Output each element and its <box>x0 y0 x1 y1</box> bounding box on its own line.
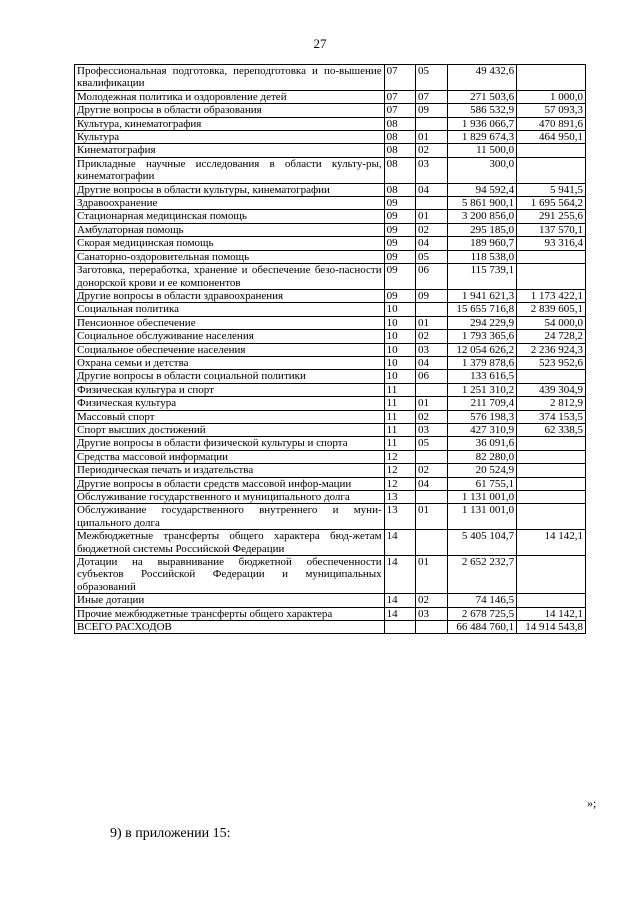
row-name: Молодежная политика и оздоровление детей <box>75 90 385 103</box>
row-federal-amount: 1 173 422,1 <box>517 289 586 302</box>
row-name: Физическая культура <box>75 397 385 410</box>
row-section: 14 <box>384 530 415 556</box>
row-subsection: 03 <box>415 423 447 436</box>
row-subsection: 03 <box>415 607 447 620</box>
row-subsection: 04 <box>415 356 447 369</box>
row-section: 09 <box>384 289 415 302</box>
table-row <box>75 423 586 436</box>
row-section: 08 <box>384 157 415 183</box>
row-name: Спорт высших достижений <box>75 423 385 436</box>
row-subsection: 05 <box>415 437 447 450</box>
row-subsection <box>415 621 447 634</box>
row-amount: 1 793 365,6 <box>448 330 517 343</box>
row-section: 10 <box>384 370 415 383</box>
row-subsection: 09 <box>415 104 447 117</box>
row-amount: 2 652 232,7 <box>448 556 517 594</box>
row-name: Здравоохранение <box>75 197 385 210</box>
table-row <box>75 330 586 343</box>
row-federal-amount <box>517 157 586 183</box>
row-section: 14 <box>384 594 415 607</box>
row-federal-amount: 523 952,6 <box>517 356 586 369</box>
row-section: 11 <box>384 410 415 423</box>
row-federal-amount: 137 570,1 <box>517 223 586 236</box>
row-federal-amount <box>517 594 586 607</box>
row-section: 14 <box>384 556 415 594</box>
table-row <box>75 131 586 144</box>
row-amount: 74 146,5 <box>448 594 517 607</box>
closing-quote: »; <box>587 796 597 810</box>
row-federal-amount: 374 153,5 <box>517 410 586 423</box>
row-section: 10 <box>384 303 415 316</box>
row-section: 09 <box>384 210 415 223</box>
table-row <box>75 556 586 594</box>
row-federal-amount: 2 812,9 <box>517 397 586 410</box>
row-section: 09 <box>384 250 415 263</box>
page-number: 27 <box>313 36 327 51</box>
row-federal-amount <box>517 477 586 490</box>
row-amount: 189 960,7 <box>448 237 517 250</box>
table-row <box>75 437 586 450</box>
row-federal-amount <box>517 556 586 594</box>
row-amount: 1 829 674,3 <box>448 131 517 144</box>
row-federal-amount: 54 000,0 <box>517 316 586 329</box>
table-row <box>75 144 586 157</box>
row-amount: 294 229,9 <box>448 316 517 329</box>
row-amount: 82 280,0 <box>448 450 517 463</box>
row-amount: 1 936 066,7 <box>448 117 517 130</box>
row-amount: 5 861 900,1 <box>448 197 517 210</box>
row-federal-amount: 62 338,5 <box>517 423 586 436</box>
table-row <box>75 370 586 383</box>
row-name: Дотации на выравнивание бюджетной обеспеченности субъектов Российской Федерации и муниципальных образований <box>75 556 385 594</box>
row-federal-amount <box>517 504 586 530</box>
row-amount: 1 941 621,3 <box>448 289 517 302</box>
table-row <box>75 450 586 463</box>
table-row <box>75 316 586 329</box>
row-subsection <box>415 530 447 556</box>
row-subsection: 04 <box>415 183 447 196</box>
table-row <box>75 250 586 263</box>
table-row <box>75 410 586 423</box>
row-federal-amount: 14 142,1 <box>517 607 586 620</box>
row-federal-amount <box>517 437 586 450</box>
row-amount: 5 405 104,7 <box>448 530 517 556</box>
row-amount: 295 185,0 <box>448 223 517 236</box>
row-name: Межбюджетные трансферты общего характера бюд-жетам бюджетной системы Российской Федерации <box>75 530 385 556</box>
row-section: 09 <box>384 223 415 236</box>
row-subsection: 01 <box>415 316 447 329</box>
row-amount: 115 739,1 <box>448 264 517 290</box>
row-federal-amount: 14 142,1 <box>517 530 586 556</box>
row-amount: 427 310,9 <box>448 423 517 436</box>
row-amount: 36 091,6 <box>448 437 517 450</box>
row-name: Другие вопросы в области средств массовой инфор-мации <box>75 477 385 490</box>
row-section: 11 <box>384 397 415 410</box>
row-name: Другие вопросы в области физической культуры и спорта <box>75 437 385 450</box>
table-row <box>75 223 586 236</box>
row-subsection <box>415 383 447 396</box>
row-name: Другие вопросы в области социальной политики <box>75 370 385 383</box>
row-amount: 61 755,1 <box>448 477 517 490</box>
row-name: Периодическая печать и издательства <box>75 464 385 477</box>
row-subsection: 02 <box>415 464 447 477</box>
row-name: ВСЕГО РАСХОДОВ <box>75 621 385 634</box>
table-row <box>75 594 586 607</box>
row-name: Стационарная медицинская помощь <box>75 210 385 223</box>
row-amount: 66 484 760,1 <box>448 621 517 634</box>
table-row <box>75 90 586 103</box>
row-name: Скорая медицинская помощь <box>75 237 385 250</box>
row-section: 08 <box>384 144 415 157</box>
row-section: 11 <box>384 383 415 396</box>
row-subsection: 01 <box>415 504 447 530</box>
table-row <box>75 504 586 530</box>
table-row <box>75 104 586 117</box>
row-section: 10 <box>384 343 415 356</box>
row-subsection: 01 <box>415 131 447 144</box>
row-subsection: 02 <box>415 330 447 343</box>
row-subsection: 05 <box>415 65 447 91</box>
row-subsection <box>415 197 447 210</box>
row-amount: 300,0 <box>448 157 517 183</box>
row-amount: 2 678 725,5 <box>448 607 517 620</box>
row-amount: 1 251 310,2 <box>448 383 517 396</box>
row-name: Пенсионное обеспечение <box>75 316 385 329</box>
table-row <box>75 397 586 410</box>
row-section: 10 <box>384 330 415 343</box>
table-row <box>75 383 586 396</box>
row-section: 07 <box>384 90 415 103</box>
table-row <box>75 356 586 369</box>
table-row <box>75 210 586 223</box>
row-federal-amount <box>517 491 586 504</box>
row-federal-amount: 93 316,4 <box>517 237 586 250</box>
row-subsection: 02 <box>415 410 447 423</box>
row-subsection <box>415 117 447 130</box>
row-section: 12 <box>384 450 415 463</box>
row-federal-amount: 439 304,9 <box>517 383 586 396</box>
row-federal-amount: 1 695 564,2 <box>517 197 586 210</box>
row-subsection: 02 <box>415 144 447 157</box>
row-name: Другие вопросы в области образования <box>75 104 385 117</box>
row-section: 10 <box>384 316 415 329</box>
table-row <box>75 183 586 196</box>
row-federal-amount <box>517 370 586 383</box>
row-subsection <box>415 450 447 463</box>
row-name: Другие вопросы в области здравоохранения <box>75 289 385 302</box>
row-federal-amount: 24 728,2 <box>517 330 586 343</box>
row-name: Прикладные научные исследования в области культу-ры, кинематографии <box>75 157 385 183</box>
row-name: Другие вопросы в области культуры, кинематографии <box>75 183 385 196</box>
table-row <box>75 264 586 290</box>
row-subsection: 04 <box>415 237 447 250</box>
row-subsection: 09 <box>415 289 447 302</box>
table-row <box>75 303 586 316</box>
row-federal-amount: 1 000,0 <box>517 90 586 103</box>
row-amount: 211 709,4 <box>448 397 517 410</box>
row-section: 10 <box>384 356 415 369</box>
row-section: 11 <box>384 423 415 436</box>
row-federal-amount: 14 914 543,8 <box>517 621 586 634</box>
table-row <box>75 117 586 130</box>
row-name: Культура <box>75 131 385 144</box>
total-row <box>75 621 586 634</box>
row-subsection: 01 <box>415 556 447 594</box>
table-row <box>75 237 586 250</box>
row-section <box>384 621 415 634</box>
row-section: 07 <box>384 104 415 117</box>
row-subsection: 01 <box>415 397 447 410</box>
row-amount: 3 200 856,0 <box>448 210 517 223</box>
row-name: Обслуживание государственного внутреннего и муни-ципального долга <box>75 504 385 530</box>
row-subsection: 07 <box>415 90 447 103</box>
row-section: 08 <box>384 183 415 196</box>
row-federal-amount: 5 941,5 <box>517 183 586 196</box>
row-subsection: 03 <box>415 343 447 356</box>
row-federal-amount <box>517 144 586 157</box>
row-name: Прочие межбюджетные трансферты общего характера <box>75 607 385 620</box>
row-amount: 576 198,3 <box>448 410 517 423</box>
row-amount: 11 500,0 <box>448 144 517 157</box>
row-federal-amount <box>517 450 586 463</box>
row-federal-amount: 470 891,6 <box>517 117 586 130</box>
row-federal-amount: 2 839 605,1 <box>517 303 586 316</box>
row-subsection: 06 <box>415 370 447 383</box>
row-amount: 94 592,4 <box>448 183 517 196</box>
row-section: 11 <box>384 437 415 450</box>
row-name: Амбулаторная помощь <box>75 223 385 236</box>
table-row <box>75 197 586 210</box>
row-subsection: 01 <box>415 210 447 223</box>
row-section: 08 <box>384 131 415 144</box>
row-name: Заготовка, переработка, хранение и обеспечение безо-пасности донорской крови и ее компонентов <box>75 264 385 290</box>
row-section: 14 <box>384 607 415 620</box>
row-subsection: 02 <box>415 594 447 607</box>
row-section: 09 <box>384 264 415 290</box>
table-row <box>75 464 586 477</box>
budget-table-body <box>75 65 586 634</box>
row-amount: 271 503,6 <box>448 90 517 103</box>
row-amount: 15 655 716,8 <box>448 303 517 316</box>
row-name: Иные дотации <box>75 594 385 607</box>
row-section: 09 <box>384 197 415 210</box>
row-section: 12 <box>384 477 415 490</box>
row-section: 07 <box>384 65 415 91</box>
row-subsection: 05 <box>415 250 447 263</box>
row-subsection: 03 <box>415 157 447 183</box>
row-name: Охрана семьи и детства <box>75 356 385 369</box>
row-name: Санаторно-оздоровительная помощь <box>75 250 385 263</box>
row-section: 12 <box>384 464 415 477</box>
row-name: Массовый спорт <box>75 410 385 423</box>
table-row <box>75 607 586 620</box>
row-federal-amount: 57 093,3 <box>517 104 586 117</box>
row-federal-amount: 464 950,1 <box>517 131 586 144</box>
row-federal-amount <box>517 65 586 91</box>
row-amount: 1 131 001,0 <box>448 504 517 530</box>
row-subsection: 04 <box>415 477 447 490</box>
table-row <box>75 157 586 183</box>
row-name: Кинематография <box>75 144 385 157</box>
row-amount: 1 379 878,6 <box>448 356 517 369</box>
row-federal-amount: 291 255,6 <box>517 210 586 223</box>
table-row <box>75 289 586 302</box>
row-subsection: 02 <box>415 223 447 236</box>
row-amount: 20 524,9 <box>448 464 517 477</box>
row-amount: 1 131 001,0 <box>448 491 517 504</box>
row-subsection: 06 <box>415 264 447 290</box>
row-name: Социальное обслуживание населения <box>75 330 385 343</box>
table-row <box>75 343 586 356</box>
table-row <box>75 491 586 504</box>
item-9-text: 9) в приложении 15: <box>110 826 231 841</box>
row-section: 09 <box>384 237 415 250</box>
row-name: Культура, кинематография <box>75 117 385 130</box>
row-federal-amount <box>517 464 586 477</box>
table-row <box>75 477 586 490</box>
row-name: Средства массовой информации <box>75 450 385 463</box>
row-section: 13 <box>384 504 415 530</box>
row-subsection <box>415 491 447 504</box>
row-name: Социальное обеспечение населения <box>75 343 385 356</box>
row-amount: 133 616,5 <box>448 370 517 383</box>
row-subsection <box>415 303 447 316</box>
row-name: Социальная политика <box>75 303 385 316</box>
row-amount: 586 532,9 <box>448 104 517 117</box>
row-federal-amount: 2 236 924,3 <box>517 343 586 356</box>
row-amount: 118 538,0 <box>448 250 517 263</box>
row-name: Физическая культура и спорт <box>75 383 385 396</box>
row-amount: 12 054 626,2 <box>448 343 517 356</box>
table-row <box>75 65 586 91</box>
row-federal-amount <box>517 250 586 263</box>
row-name: Обслуживание государственного и муниципального долга <box>75 491 385 504</box>
row-amount: 49 432,6 <box>448 65 517 91</box>
row-section: 13 <box>384 491 415 504</box>
row-federal-amount <box>517 264 586 290</box>
table-row <box>75 530 586 556</box>
row-name: Профессиональная подготовка, переподготовка и по-вышение квалификации <box>75 65 385 91</box>
budget-table <box>74 64 586 634</box>
row-section: 08 <box>384 117 415 130</box>
